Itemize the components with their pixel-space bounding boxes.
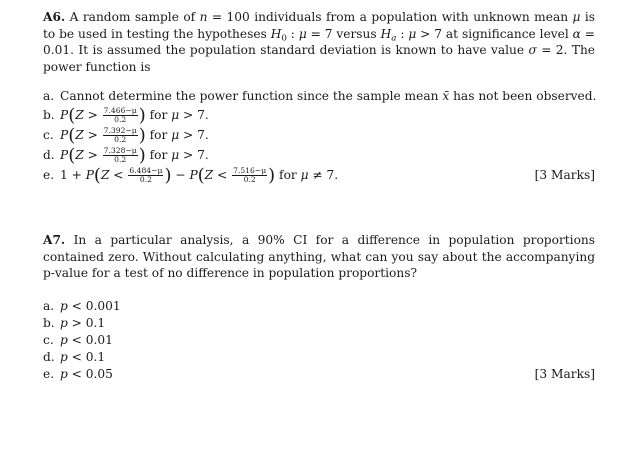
question-a6 <box>43 9 595 185</box>
option-a6-d[interactable]: d. P(Z > $\frac{7.328-\mu}{0.2}$ ) for μ > 7. <box>43 145 209 167</box>
option-a7-c[interactable]: c. p < 0.01 <box>43 332 113 347</box>
option-a6-e[interactable]: e. 1 + P(Z < $\frac{6.484-\mu}{0.2}$ ) − P(Z < $\frac{7.516-\mu}{0.2}$ ) for μ ≠ 7. [3 Marks] <box>43 165 595 187</box>
question-a7 <box>43 232 595 383</box>
question-a6-stem: A6. A random sample of n = 100 individuals from a population with unknown mean μ is to be used in testing the hypotheses $H_0$ : μ = 7 versus $H_a$ : μ > 7 at significance level α = 0.01. It is assumed the population standard deviation is known to have value σ = 2. The power function is <box>43 10 596 74</box>
question-a7-options <box>43 298 595 383</box>
fraction: $\frac{7.328-\mu}{0.2}$ <box>103 145 137 165</box>
option-a7-b[interactable]: b. p > 0.1 <box>43 315 106 330</box>
question-a7-marks: [3 Marks] <box>534 366 595 381</box>
option-a6-b[interactable]: b. P(Z > $\frac{7.466-\mu}{0.2}$ ) for μ > 7. <box>43 105 209 127</box>
option-a6-c[interactable]: c. P(Z > $\frac{7.392-\mu}{0.2}$ ) for μ > 7. <box>43 125 209 147</box>
option-a6-a[interactable]: a. Cannot determine the power function since the sample mean x̄ has not been observed. <box>43 89 597 104</box>
fraction: $\frac{7.392-\mu}{0.2}$ <box>103 125 137 145</box>
question-a6-label: A6. <box>43 10 66 24</box>
option-a7-e[interactable]: e. p < 0.05 [3 Marks] <box>43 366 595 381</box>
fraction: $\frac{6.484-\mu}{0.2}$ <box>129 165 163 185</box>
option-a7-a[interactable]: a. p < 0.001 <box>43 298 121 313</box>
fraction: $\frac{7.516-\mu}{0.2}$ <box>233 165 267 185</box>
question-a6-options <box>43 88 595 185</box>
fraction: $\frac{7.466-\mu}{0.2}$ <box>103 105 137 125</box>
question-a7-stem: A7. In a particular analysis, a 90% CI for a difference in population proportions contained zero. Without calculating anything, what can you say about the accompanying p-value for a test of no difference in population proportions? <box>43 233 596 281</box>
question-a6-marks: [3 Marks] <box>534 168 595 183</box>
question-a7-label: A7. <box>43 233 66 247</box>
option-a7-d[interactable]: d. p < 0.1 <box>43 349 106 364</box>
